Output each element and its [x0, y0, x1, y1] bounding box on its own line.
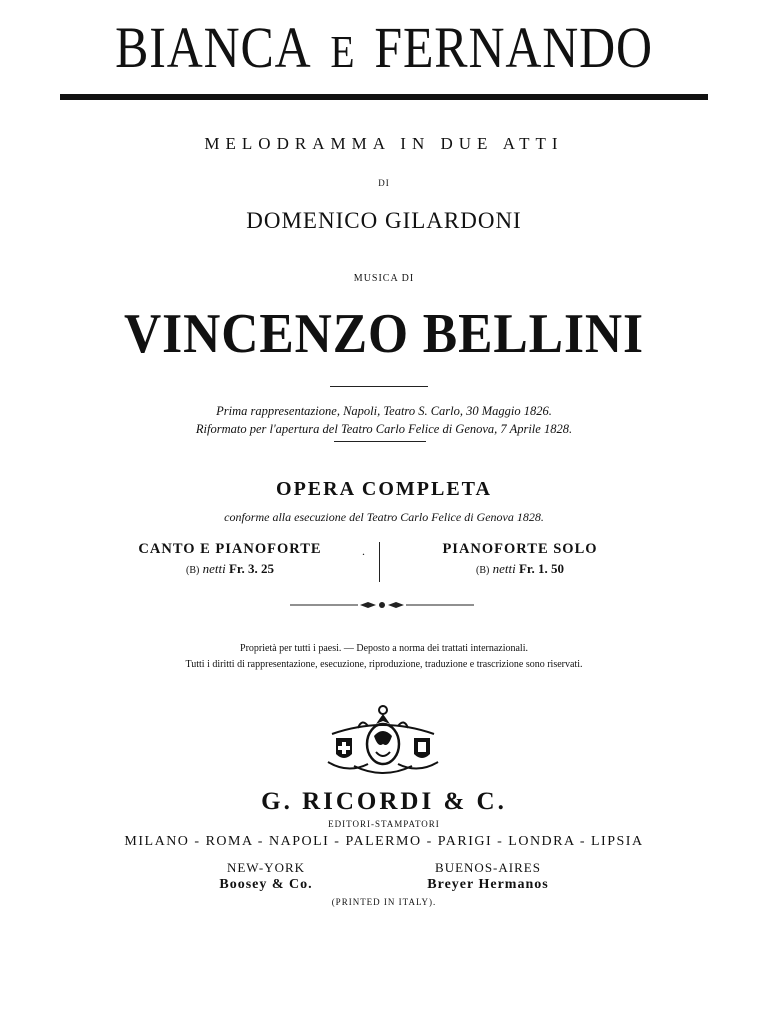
title-main: BIANCA	[115, 15, 312, 80]
rights-notice	[0, 641, 768, 673]
title-rule	[60, 94, 708, 100]
edition-heading: CANTO E PIANOFORTE	[138, 541, 322, 557]
agent-firm: Breyer Hermanos	[427, 877, 549, 892]
agent-firm: Boosey & Co.	[219, 877, 313, 892]
divider-bottom	[334, 441, 426, 442]
agent-city: NEW-YORK	[226, 860, 306, 875]
agent-new-york	[146, 860, 386, 893]
edition-code: (B)	[186, 565, 200, 576]
opera-title	[54, 14, 714, 81]
subtitle: MELODRAMMA IN DUE ATTI	[204, 134, 564, 153]
premiere-line-1: Prima rappresentazione, Napoli, Teatro S. Carlo, 30 Maggio 1826.	[216, 404, 552, 418]
title-second: FERNANDO	[374, 15, 653, 80]
premiere-line-2: Riformato per l'apertura del Teatro Carlo Felice di Genova, 7 Aprile 1828.	[195, 422, 573, 436]
premiere-info	[0, 402, 768, 438]
di-label: DI	[378, 178, 390, 188]
edition-price-line	[80, 561, 380, 577]
ricordi-crest-emblem-icon	[318, 704, 448, 780]
musica-di-label: MUSICA DI	[353, 273, 415, 284]
title-conjunction: E	[330, 26, 356, 77]
edition-netti: netti	[202, 561, 226, 576]
edition-pianoforte-solo	[370, 541, 670, 577]
edition-price: Fr. 1. 50	[518, 561, 564, 576]
edition-heading: PIANOFORTE SOLO	[442, 541, 598, 557]
edition-code: (B)	[476, 565, 490, 576]
edition-price: Fr. 3. 25	[228, 561, 274, 576]
edition-canto-pianoforte	[80, 541, 380, 577]
divider-top	[330, 386, 428, 387]
rights-line-2: Tutti i diritti di rappresentazione, esecuzione, riproduzione, traduzione e trascrizione sono riservati.	[185, 659, 583, 670]
publisher-role: EDITORI-STAMPATORI	[328, 819, 440, 829]
ornamental-divider-icon	[290, 598, 474, 612]
rights-line-1: Proprietà per tutti i paesi. — Deposto a norma dei trattati internazionali.	[240, 643, 528, 654]
agent-buenos-aires	[368, 860, 608, 893]
publisher-name: G. RICORDI & C.	[261, 788, 507, 815]
printed-in-italy: (PRINTED IN ITALY).	[331, 897, 437, 907]
publisher-cities: MILANO - ROMA - NAPOLI - PALERMO - PARIGI - LONDRA - LIPSIA	[124, 834, 644, 849]
separator-dot: .	[362, 544, 365, 558]
librettist-name: DOMENICO GILARDONI	[246, 208, 522, 233]
edition-price-line	[370, 561, 670, 577]
edition-netti: netti	[492, 561, 516, 576]
agent-city: BUENOS-AIRES	[435, 860, 541, 875]
edition-note: conforme alla esecuzione del Teatro Carlo Felice di Genova 1828.	[224, 510, 544, 524]
edition-title: OPERA COMPLETA	[276, 478, 492, 500]
composer-name: VINCENZO BELLINI	[123, 303, 645, 365]
